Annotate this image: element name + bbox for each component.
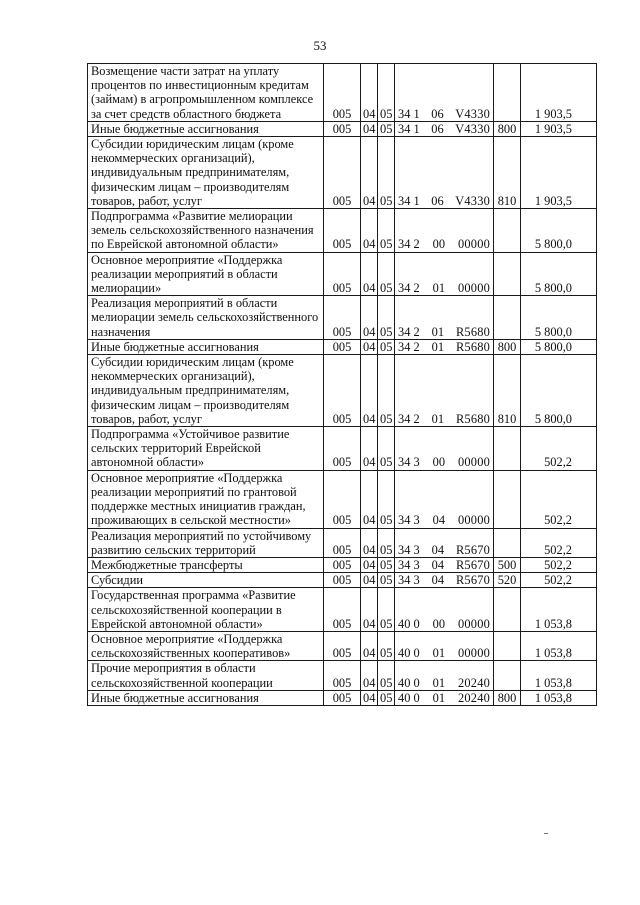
program-code-cell <box>395 573 494 588</box>
program-code-cell <box>395 690 494 705</box>
ministry-code-cell: 005 <box>324 427 361 471</box>
amount-cell: 5 800,0 <box>521 252 597 296</box>
section-code-cell: 04 <box>361 528 378 557</box>
table-row <box>88 631 597 660</box>
program-event-part: 04 <box>431 573 445 588</box>
program-code-part: 34 3 <box>398 557 420 572</box>
program-code-part: 40 0 <box>398 646 420 661</box>
table-row <box>88 427 597 471</box>
program-direction-part: 00000 <box>458 513 490 528</box>
expense-type-code-cell: 800 <box>494 121 521 136</box>
program-code-cell <box>395 661 494 690</box>
section-code-cell: 04 <box>361 121 378 136</box>
section-code-cell: 04 <box>361 427 378 471</box>
section-code-cell: 04 <box>361 588 378 632</box>
amount-cell: 1 053,8 <box>521 588 597 632</box>
program-code-part: 34 2 <box>398 324 420 339</box>
program-code-part: 34 3 <box>398 573 420 588</box>
program-event-part: 06 <box>431 106 444 121</box>
ministry-code-cell: 005 <box>324 690 361 705</box>
program-direction-part: V4330 <box>455 106 490 121</box>
section-code-cell: 04 <box>361 355 378 427</box>
program-code-cell <box>395 339 494 354</box>
row-name-cell: Реализация мероприятий по устойчивому развитию сельских территорий <box>88 528 324 557</box>
table-row <box>88 137 597 209</box>
amount-cell: 1 903,5 <box>521 64 597 122</box>
subsection-code-cell: 05 <box>378 573 395 588</box>
expense-type-code-cell: 520 <box>494 573 521 588</box>
amount-cell: 1 903,5 <box>521 137 597 209</box>
program-code-cell <box>395 355 494 427</box>
expense-type-code-cell <box>494 588 521 632</box>
row-name-cell: Возмещение части затрат на уплату процентов по инвестиционным кредитам (займам) в агропромышленном комплексе за счет средств областного бюджета <box>88 64 324 122</box>
program-code-cell <box>395 209 494 253</box>
row-name-cell: Иные бюджетные ассигнования <box>88 690 324 705</box>
amount-cell: 5 800,0 <box>521 209 597 253</box>
program-code-cell <box>395 470 494 528</box>
scan-mark <box>544 833 548 834</box>
row-name-cell: Подпрограмма «Развитие мелиорации земель сельскохозяйственного назначения по Еврейской автономной области» <box>88 209 324 253</box>
program-event-part: 01 <box>431 324 445 339</box>
section-code-cell: 04 <box>361 339 378 354</box>
subsection-code-cell: 05 <box>378 631 395 660</box>
subsection-code-cell: 05 <box>378 355 395 427</box>
program-direction-part: R5670 <box>455 573 490 588</box>
expense-type-code-cell <box>494 209 521 253</box>
expense-type-code-cell <box>494 661 521 690</box>
program-code-part: 34 2 <box>398 237 420 252</box>
program-event-part: 01 <box>432 281 446 296</box>
section-code-cell: 04 <box>361 209 378 253</box>
amount-cell: 502,2 <box>521 573 597 588</box>
program-event-part: 00 <box>432 616 446 631</box>
program-code-part: 34 3 <box>398 513 420 528</box>
table-row <box>88 690 597 705</box>
table-row <box>88 470 597 528</box>
section-code-cell: 04 <box>361 252 378 296</box>
program-direction-part: 20240 <box>458 690 490 705</box>
expense-type-code-cell <box>494 427 521 471</box>
row-name-cell: Подпрограмма «Устойчивое развитие сельских территорий Еврейской автономной области» <box>88 427 324 471</box>
expense-type-code-cell <box>494 470 521 528</box>
program-event-part: 04 <box>432 513 446 528</box>
subsection-code-cell: 05 <box>378 690 395 705</box>
ministry-code-cell: 005 <box>324 252 361 296</box>
program-code-cell <box>395 252 494 296</box>
program-code-part: 34 1 <box>398 193 420 208</box>
expense-type-code-cell: 800 <box>494 690 521 705</box>
row-name-cell: Субсидии <box>88 573 324 588</box>
subsection-code-cell: 05 <box>378 296 395 340</box>
program-direction-part: R5680 <box>455 339 490 354</box>
table-row <box>88 588 597 632</box>
program-code-cell <box>395 528 494 557</box>
program-event-part: 01 <box>432 675 446 690</box>
program-direction-part: R5680 <box>455 411 490 426</box>
table-row <box>88 209 597 253</box>
program-direction-part: 00000 <box>458 455 490 470</box>
subsection-code-cell: 05 <box>378 528 395 557</box>
table-row <box>88 573 597 588</box>
row-name-cell: Основное мероприятие «Поддержка реализации мероприятий по грантовой поддержке местных инициатив граждан, проживающих в сельской местности» <box>88 470 324 528</box>
section-code-cell: 04 <box>361 661 378 690</box>
amount-cell: 5 800,0 <box>521 339 597 354</box>
expense-type-code-cell: 810 <box>494 355 521 427</box>
program-direction-part: 20240 <box>458 675 490 690</box>
row-name-cell: Государственная программа «Развитие сельскохозяйственной кооперации в Еврейской автономной области» <box>88 588 324 632</box>
amount-cell: 1 053,8 <box>521 690 597 705</box>
section-code-cell: 04 <box>361 296 378 340</box>
program-direction-part: R5680 <box>455 324 490 339</box>
program-event-part: 01 <box>432 646 446 661</box>
expense-type-code-cell <box>494 296 521 340</box>
ministry-code-cell: 005 <box>324 296 361 340</box>
row-name-cell: Прочие мероприятия в области сельскохозяйственной кооперации <box>88 661 324 690</box>
subsection-code-cell: 05 <box>378 470 395 528</box>
ministry-code-cell: 005 <box>324 661 361 690</box>
section-code-cell: 04 <box>361 137 378 209</box>
table-row <box>88 64 597 122</box>
program-code-part: 40 0 <box>398 675 420 690</box>
ministry-code-cell: 005 <box>324 339 361 354</box>
program-code-cell <box>395 631 494 660</box>
program-code-part: 34 3 <box>398 542 420 557</box>
row-name-cell: Реализация мероприятий в области мелиорации земель сельскохозяйственного назначения <box>88 296 324 340</box>
subsection-code-cell: 05 <box>378 588 395 632</box>
amount-cell: 502,2 <box>521 427 597 471</box>
subsection-code-cell: 05 <box>378 427 395 471</box>
program-code-cell <box>395 557 494 572</box>
program-direction-part: R5670 <box>455 542 490 557</box>
row-name-cell: Субсидии юридическим лицам (кроме некоммерческих организаций), индивидуальным предпринимателям, физическим лицам – производителям товаров, работ, услуг <box>88 355 324 427</box>
program-code-part: 40 0 <box>398 616 420 631</box>
subsection-code-cell: 05 <box>378 661 395 690</box>
expense-type-code-cell: 500 <box>494 557 521 572</box>
amount-cell: 502,2 <box>521 557 597 572</box>
subsection-code-cell: 05 <box>378 121 395 136</box>
ministry-code-cell: 005 <box>324 137 361 209</box>
subsection-code-cell: 05 <box>378 137 395 209</box>
program-code-part: 34 2 <box>398 281 420 296</box>
ministry-code-cell: 005 <box>324 470 361 528</box>
program-event-part: 04 <box>431 542 445 557</box>
table-row <box>88 528 597 557</box>
ministry-code-cell: 005 <box>324 209 361 253</box>
program-code-part: 34 1 <box>398 121 420 136</box>
section-code-cell: 04 <box>361 557 378 572</box>
table-row <box>88 339 597 354</box>
section-code-cell: 04 <box>361 64 378 122</box>
program-code-part: 34 1 <box>398 106 420 121</box>
subsection-code-cell: 05 <box>378 64 395 122</box>
program-event-part: 04 <box>431 557 445 572</box>
amount-cell: 502,2 <box>521 470 597 528</box>
row-name-cell: Основное мероприятие «Поддержка сельскохозяйственных кооперативов» <box>88 631 324 660</box>
ministry-code-cell: 005 <box>324 64 361 122</box>
table-row <box>88 296 597 340</box>
ministry-code-cell: 005 <box>324 631 361 660</box>
program-event-part: 01 <box>431 339 445 354</box>
row-name-cell: Субсидии юридическим лицам (кроме некоммерческих организаций), индивидуальным предпринимателям, физическим лицам – производителям товаров, работ, услуг <box>88 137 324 209</box>
program-code-part: 34 3 <box>398 455 420 470</box>
program-event-part: 06 <box>431 121 444 136</box>
program-code-part: 40 0 <box>398 690 420 705</box>
page-number: 53 <box>313 38 327 53</box>
table-row <box>88 252 597 296</box>
ministry-code-cell: 005 <box>324 573 361 588</box>
expense-type-code-cell <box>494 631 521 660</box>
program-event-part: 00 <box>432 237 446 252</box>
amount-cell: 1 903,5 <box>521 121 597 136</box>
amount-cell: 5 800,0 <box>521 355 597 427</box>
subsection-code-cell: 05 <box>378 252 395 296</box>
program-code-cell <box>395 121 494 136</box>
amount-cell: 502,2 <box>521 528 597 557</box>
program-event-part: 06 <box>431 193 444 208</box>
table-row <box>88 121 597 136</box>
program-direction-part: V4330 <box>455 121 490 136</box>
amount-cell: 1 053,8 <box>521 661 597 690</box>
ministry-code-cell: 005 <box>324 355 361 427</box>
section-code-cell: 04 <box>361 573 378 588</box>
expense-type-code-cell <box>494 528 521 557</box>
program-direction-part: 00000 <box>458 646 490 661</box>
program-code-part: 34 2 <box>398 411 420 426</box>
budget-table <box>87 63 597 706</box>
program-code-cell <box>395 296 494 340</box>
section-code-cell: 04 <box>361 470 378 528</box>
program-direction-part: 00000 <box>458 281 490 296</box>
ministry-code-cell: 005 <box>324 557 361 572</box>
program-code-cell <box>395 588 494 632</box>
program-code-cell <box>395 64 494 122</box>
expense-type-code-cell <box>494 64 521 122</box>
expense-type-code-cell: 810 <box>494 137 521 209</box>
amount-cell: 1 053,8 <box>521 631 597 660</box>
program-event-part: 01 <box>432 690 446 705</box>
row-name-cell: Основное мероприятие «Поддержка реализации мероприятий в области мелиорации» <box>88 252 324 296</box>
program-code-cell <box>395 137 494 209</box>
program-direction-part: R5670 <box>455 557 490 572</box>
amount-cell: 5 800,0 <box>521 296 597 340</box>
ministry-code-cell: 005 <box>324 588 361 632</box>
program-code-cell <box>395 427 494 471</box>
subsection-code-cell: 05 <box>378 557 395 572</box>
program-code-part: 34 2 <box>398 339 420 354</box>
program-event-part: 00 <box>432 455 446 470</box>
program-event-part: 01 <box>431 411 445 426</box>
ministry-code-cell: 005 <box>324 121 361 136</box>
section-code-cell: 04 <box>361 690 378 705</box>
expense-type-code-cell <box>494 252 521 296</box>
program-direction-part: 00000 <box>458 237 490 252</box>
expense-type-code-cell: 800 <box>494 339 521 354</box>
subsection-code-cell: 05 <box>378 339 395 354</box>
row-name-cell: Иные бюджетные ассигнования <box>88 339 324 354</box>
table-row <box>88 355 597 427</box>
program-direction-part: V4330 <box>455 193 490 208</box>
subsection-code-cell: 05 <box>378 209 395 253</box>
table-row <box>88 661 597 690</box>
row-name-cell: Иные бюджетные ассигнования <box>88 121 324 136</box>
program-direction-part: 00000 <box>458 616 490 631</box>
section-code-cell: 04 <box>361 631 378 660</box>
table-row <box>88 557 597 572</box>
ministry-code-cell: 005 <box>324 528 361 557</box>
row-name-cell: Межбюджетные трансферты <box>88 557 324 572</box>
